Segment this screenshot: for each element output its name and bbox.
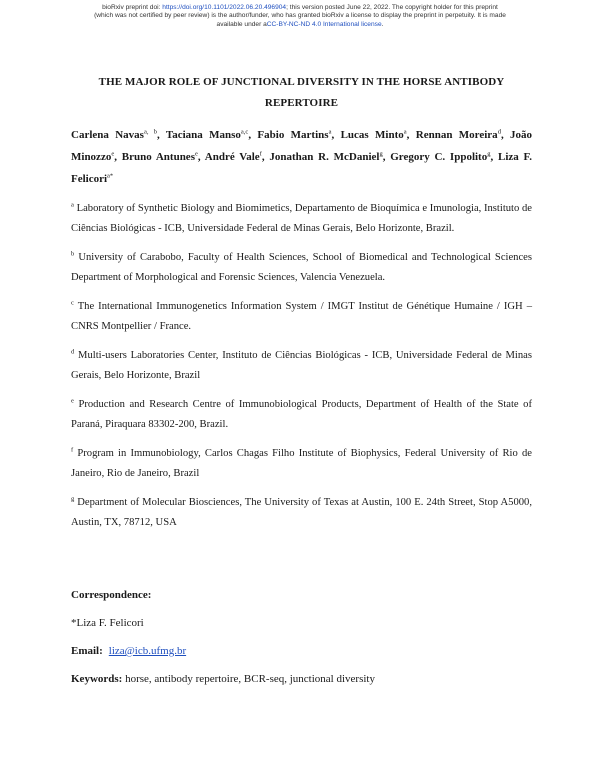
affiliation-text: Production and Research Centre of Immunobiological Products, Department of Health of the State of Paraná, Piraquara 83302-200, Brazil.	[71, 399, 532, 430]
author	[416, 129, 501, 141]
preprint-header-line3	[0, 21, 600, 29]
author-affiliation-mark: e	[111, 150, 115, 158]
affiliation-text: University of Carabobo, Faculty of Health Sciences, School of Biomedical and Technological Sciences Department of Morphological and Forensic Sciences, Valencia Venezuela.	[71, 252, 532, 283]
doi-prefix: bioRxiv preprint doi:	[102, 4, 163, 11]
author-affiliation-mark: a	[328, 128, 332, 136]
affiliation-mark: a	[71, 201, 74, 209]
author-name: Fabio Martins	[257, 129, 329, 141]
affiliation	[71, 493, 532, 533]
author-name: Taciana Manso	[165, 129, 241, 141]
author-affiliation-mark: g	[379, 150, 383, 158]
author-affiliation-mark: g	[487, 150, 491, 158]
license-prefix: available under a	[216, 20, 267, 28]
affiliation	[71, 248, 532, 288]
affiliation-text: Department of Molecular Biosciences, The University of Texas at Austin, 100 E. 24th Street, Stop A5000, Austin, TX, 78712, USA	[71, 497, 532, 528]
author-affiliation-mark: a, b	[143, 128, 157, 136]
affiliation-text: Multi-users Laboratories Center, Instituto de Ciências Biológicas - ICB, Universidade Federal de Minas Gerais, Belo Horizonte, Brazil	[71, 350, 532, 381]
email-label: Email:	[71, 645, 103, 657]
affiliation	[71, 444, 532, 484]
correspondence-heading: Correspondence:	[71, 589, 152, 601]
affiliation-mark: f	[71, 446, 74, 454]
affiliation-mark: c	[71, 299, 74, 307]
author-list: Carlena Navas$^{a, b}$, Taciana Manso$^{a,c}$, Fabio Martins$^a$, Lucas Minto$^a$, Rennan Moreira$^d$, João Minozzo$^e$, Bruno Antunes$^e$, André Vale$^f$, Jonathan R. McDaniel$^g$, Gregory C. Ippolito$^g$, Liza F. Felicori$^{a*}$	[71, 128, 533, 185]
author-name: Rennan Moreira	[415, 129, 498, 141]
license-link[interactable]: CC-BY-NC-ND 4.0 International license	[266, 20, 382, 28]
author	[205, 151, 262, 163]
preprint-header	[0, 4, 600, 29]
author-name: André Vale	[204, 151, 260, 163]
author	[269, 151, 382, 163]
license-suffix: .	[381, 20, 384, 28]
keywords-text: horse, antibody repertoire, BCR-seq, junctional diversity	[122, 673, 375, 685]
affiliation-text: Program in Immunobiology, Carlos Chagas Filho Institute of Biophysics, Federal University of Rio de Janeiro, Rio de Janeiro, Brazil	[71, 448, 532, 479]
affiliation	[71, 297, 532, 337]
preprint-header-line1	[0, 4, 600, 12]
affiliation-mark: d	[71, 348, 75, 356]
author	[257, 129, 331, 141]
author-affiliation-mark: d	[497, 128, 501, 136]
author	[166, 129, 248, 141]
author	[341, 129, 407, 141]
author-name: Liza F. Felicori	[71, 151, 532, 185]
keywords-label: Keywords:	[71, 673, 123, 685]
copyright-text: ; this version posted June 22, 2022. The copyright holder for this preprint	[286, 4, 498, 11]
author	[390, 151, 490, 163]
affiliation	[71, 395, 532, 435]
title-page	[71, 72, 532, 533]
author-name: Lucas Minto	[340, 129, 404, 141]
corresponding-author: *Liza F. Felicori	[71, 617, 144, 629]
paper-title-line1: THE MAJOR ROLE OF JUNCTIONAL DIVERSITY IN THE HORSE ANTIBODY	[98, 76, 505, 88]
author-name: Carlena Navas	[71, 129, 144, 141]
affiliation	[71, 346, 532, 386]
affiliation-mark: b	[71, 250, 75, 258]
email-line	[71, 645, 186, 657]
author	[122, 151, 198, 163]
author-name: João Minozzo	[71, 129, 533, 163]
affiliation	[71, 199, 532, 239]
affiliation-mark: e	[71, 397, 74, 405]
paper-title-line2: REPERTOIRE	[264, 97, 339, 109]
affiliation-list	[71, 199, 532, 533]
email-link[interactable]: liza@icb.ufmg.br	[108, 645, 187, 657]
author	[71, 129, 157, 141]
author-name: Gregory C. Ippolito	[390, 151, 488, 163]
author-affiliation-mark: e	[194, 150, 198, 158]
affiliation-text: The International Immunogenetics Information System / IMGT Institut de Génétique Humaine / IGH – CNRS Montpellier / France.	[71, 301, 532, 332]
affiliation-text: Laboratory of Synthetic Biology and Biomimetics, Departamento de Bioquímica e Imunologia, Instituto de Ciências Biológicas - ICB, Universidade Federal de Minas Gerais, Belo Horizonte, Brazil.	[71, 203, 532, 234]
author-affiliation-mark: f	[259, 150, 262, 158]
affiliation-mark: g	[71, 495, 75, 503]
author-affiliation-mark: a*	[107, 172, 114, 180]
preprint-header-line2: (which was not certified by peer review) is the author/funder, who has granted bioRxiv a license to display the preprint in perpetuity. It is made	[94, 12, 506, 20]
author-name: Jonathan R. McDaniel	[269, 151, 380, 163]
paper-title	[71, 72, 532, 114]
author-affiliation-mark: a,c	[240, 128, 249, 136]
author-name: Bruno Antunes	[121, 151, 195, 163]
doi-link[interactable]: https://doi.org/10.1101/2022.06.20.496904	[162, 4, 287, 11]
keywords-line	[71, 673, 375, 685]
author-affiliation-mark: a	[403, 128, 407, 136]
